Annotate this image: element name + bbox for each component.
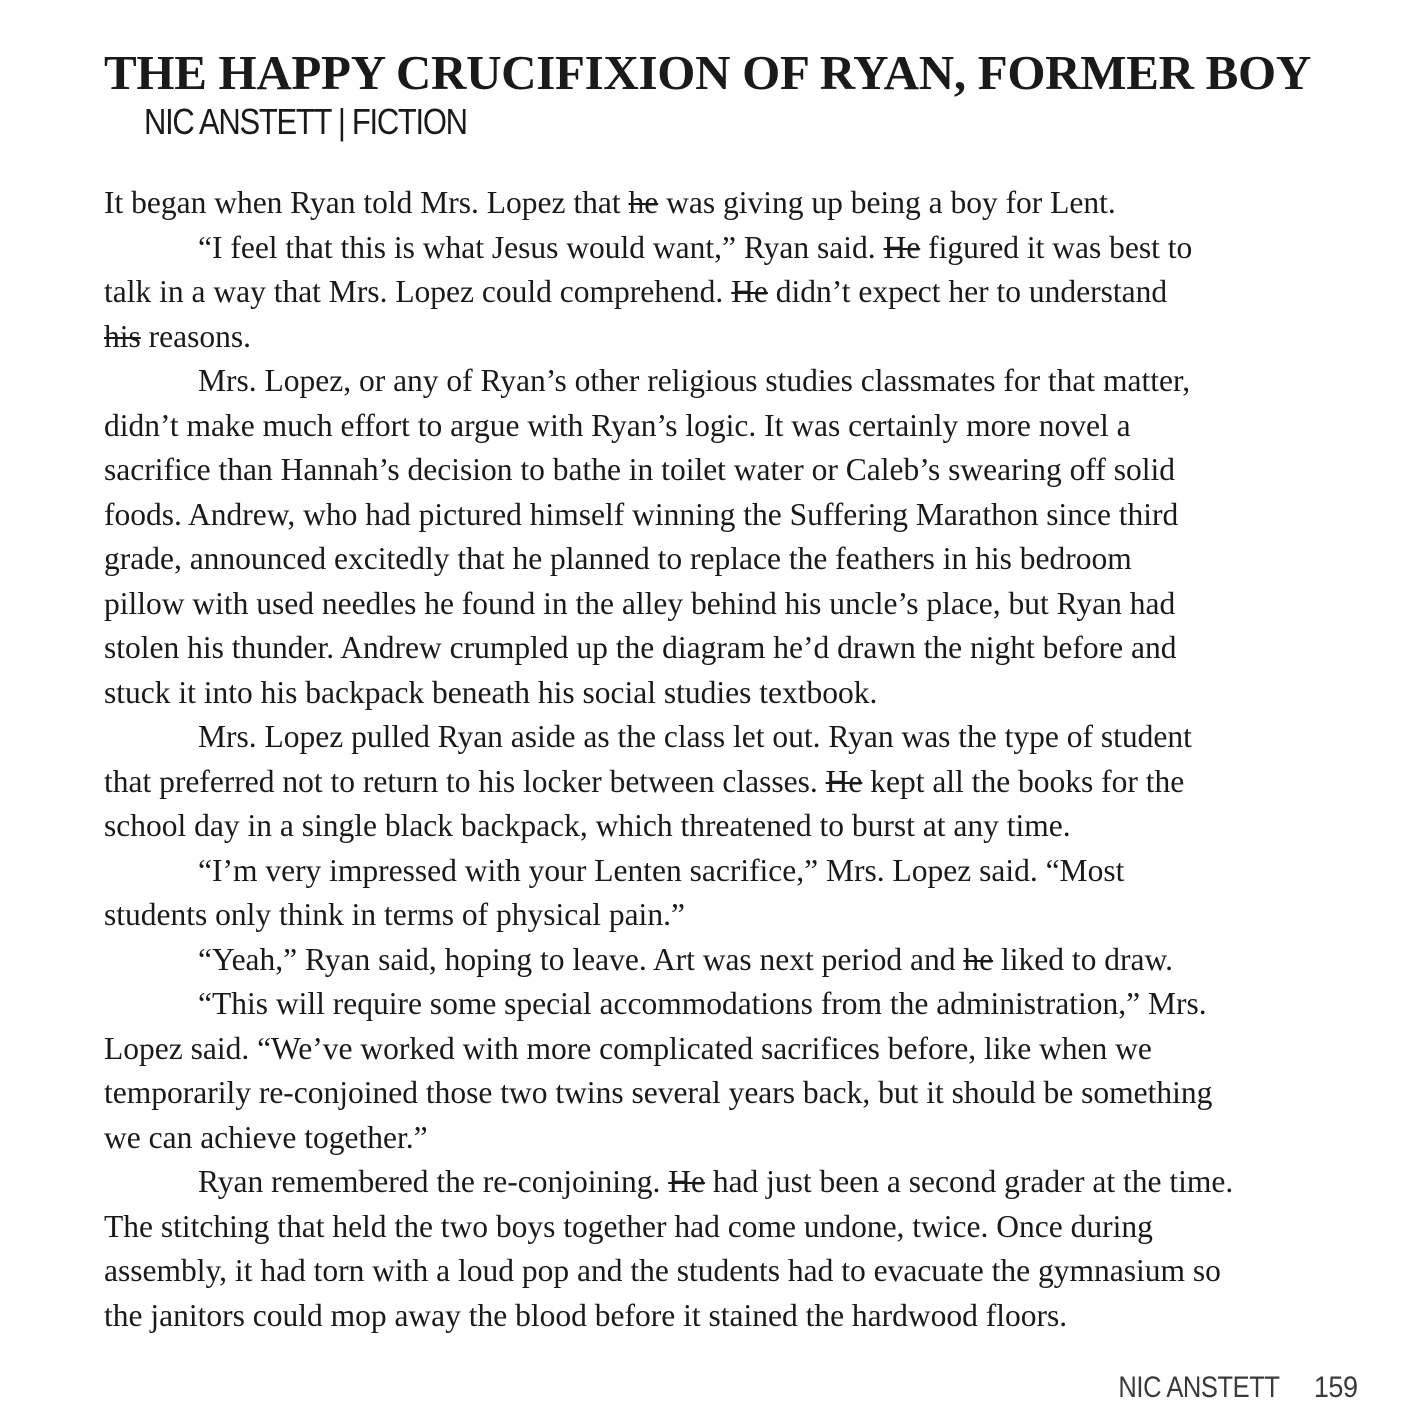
text-line: [104, 1116, 1360, 1161]
paragraph: [104, 1160, 1360, 1338]
byline: NIC ANSTETT | FICTION: [144, 101, 467, 142]
paragraph: [104, 715, 1360, 849]
text-line: [104, 181, 1360, 226]
text-segment: kept all the books for the: [862, 763, 1185, 799]
text-segment: pillow with used needles he found in the alley behind his uncle’s place, but Ryan had: [104, 585, 1176, 621]
text-line: [104, 448, 1360, 493]
paragraph: [104, 982, 1360, 1160]
text-segment: talk in a way that Mrs. Lopez could comprehend.: [104, 274, 732, 309]
text-segment: the janitors could mop away the blood before it stained the hardwood floors.: [104, 1297, 1068, 1333]
text-segment: we can achieve together.”: [104, 1119, 428, 1155]
text-line: [104, 270, 1360, 315]
text-segment: stuck it into his backpack beneath his social studies textbook.: [104, 674, 878, 710]
text-segment: Ryan remembered the re-conjoining.: [198, 1164, 669, 1199]
paragraph: [104, 181, 1360, 226]
text-segment: liked to draw.: [993, 941, 1174, 977]
text-segment: didn’t make much effort to argue with Ryan’s logic. It was certainly more novel a: [104, 407, 1131, 443]
text-line: [198, 982, 1360, 1027]
text-segment: figured it was best to: [920, 229, 1193, 265]
text-segment: temporarily re-conjoined those two twins several years back, but it should be something: [104, 1075, 1213, 1110]
text-segment: was giving up being a boy for Lent.: [658, 185, 1116, 220]
text-line: [198, 359, 1360, 404]
paragraph: [104, 359, 1360, 715]
text-segment: “This will require some special accommodations from the administration,” Mrs.: [198, 986, 1207, 1021]
footer-author: NIC ANSTETT: [1118, 1371, 1280, 1404]
text-segment: “I’m very impressed with your Lenten sacrifice,” Mrs. Lopez said. “Most: [198, 852, 1125, 888]
story-title: THE HAPPY CRUCIFIXION OF RYAN, FORMER BOY: [104, 45, 1311, 100]
text-line: [198, 938, 1360, 983]
text-line: [104, 1249, 1360, 1294]
text-segment: students only think in terms of physical pain.”: [104, 897, 685, 932]
struck-pronoun: He: [825, 763, 863, 799]
text-line: [104, 626, 1360, 671]
struck-pronoun: He: [668, 1164, 705, 1199]
text-segment: grade, announced excitedly that he planned to replace the feathers in his bedroom: [104, 541, 1132, 576]
text-segment: “Yeah,” Ryan said, hoping to leave. Art was next period and: [198, 941, 964, 977]
story-body: [104, 181, 1360, 1338]
text-line: [104, 804, 1360, 849]
text-segment: It began when Ryan told Mrs. Lopez that: [104, 185, 629, 220]
struck-pronoun: his: [104, 318, 141, 354]
struck-pronoun: He: [883, 229, 921, 265]
text-line: [104, 1205, 1360, 1250]
text-line: [104, 582, 1360, 627]
page-number: 159: [1314, 1371, 1358, 1404]
text-segment: stolen his thunder. Andrew crumpled up the diagram he’d drawn the night before and: [104, 630, 1177, 665]
text-segment: Mrs. Lopez, or any of Ryan’s other religious studies classmates for that matter,: [198, 363, 1191, 398]
text-line: [198, 226, 1360, 271]
text-line: [104, 1027, 1360, 1072]
text-line: [104, 893, 1360, 938]
text-segment: The stitching that held the two boys together had come undone, twice. Once during: [104, 1208, 1153, 1244]
text-segment: didn’t expect her to understand: [767, 274, 1168, 309]
text-line: [104, 760, 1360, 805]
text-segment: reasons.: [140, 318, 251, 354]
paragraph: [104, 849, 1360, 938]
text-segment: school day in a single black backpack, which threatened to burst at any time.: [104, 808, 1071, 843]
struck-pronoun: he: [628, 185, 659, 220]
text-line: [104, 1071, 1360, 1116]
paragraph: [104, 938, 1360, 983]
text-segment: had just been a second grader at the time.: [704, 1164, 1234, 1199]
struck-pronoun: he: [963, 941, 994, 977]
text-segment: Mrs. Lopez pulled Ryan aside as the class let out. Ryan was the type of student: [198, 719, 1192, 754]
text-segment: sacrifice than Hannah’s decision to bathe in toilet water or Caleb’s swearing off solid: [104, 452, 1175, 487]
text-line: [104, 1294, 1360, 1339]
text-segment: foods. Andrew, who had pictured himself winning the Suffering Marathon since third: [104, 496, 1179, 532]
page-footer: [1090, 1368, 1358, 1408]
text-line: [104, 671, 1360, 716]
text-segment: assembly, it had torn with a loud pop and the students had to evacuate the gymnasium so: [104, 1253, 1221, 1288]
text-line: [198, 715, 1360, 760]
struck-pronoun: He: [731, 274, 768, 309]
text-line: [198, 849, 1360, 894]
text-line: [104, 493, 1360, 538]
text-segment: Lopez said. “We’ve worked with more complicated sacrifices before, like when we: [104, 1030, 1152, 1066]
text-line: [198, 1160, 1360, 1205]
paragraph: [104, 226, 1360, 360]
text-segment: that preferred not to return to his locker between classes.: [104, 763, 826, 799]
text-line: [104, 537, 1360, 582]
text-line: [104, 404, 1360, 449]
text-segment: “I feel that this is what Jesus would want,” Ryan said.: [198, 229, 884, 265]
text-line: [104, 315, 1360, 360]
